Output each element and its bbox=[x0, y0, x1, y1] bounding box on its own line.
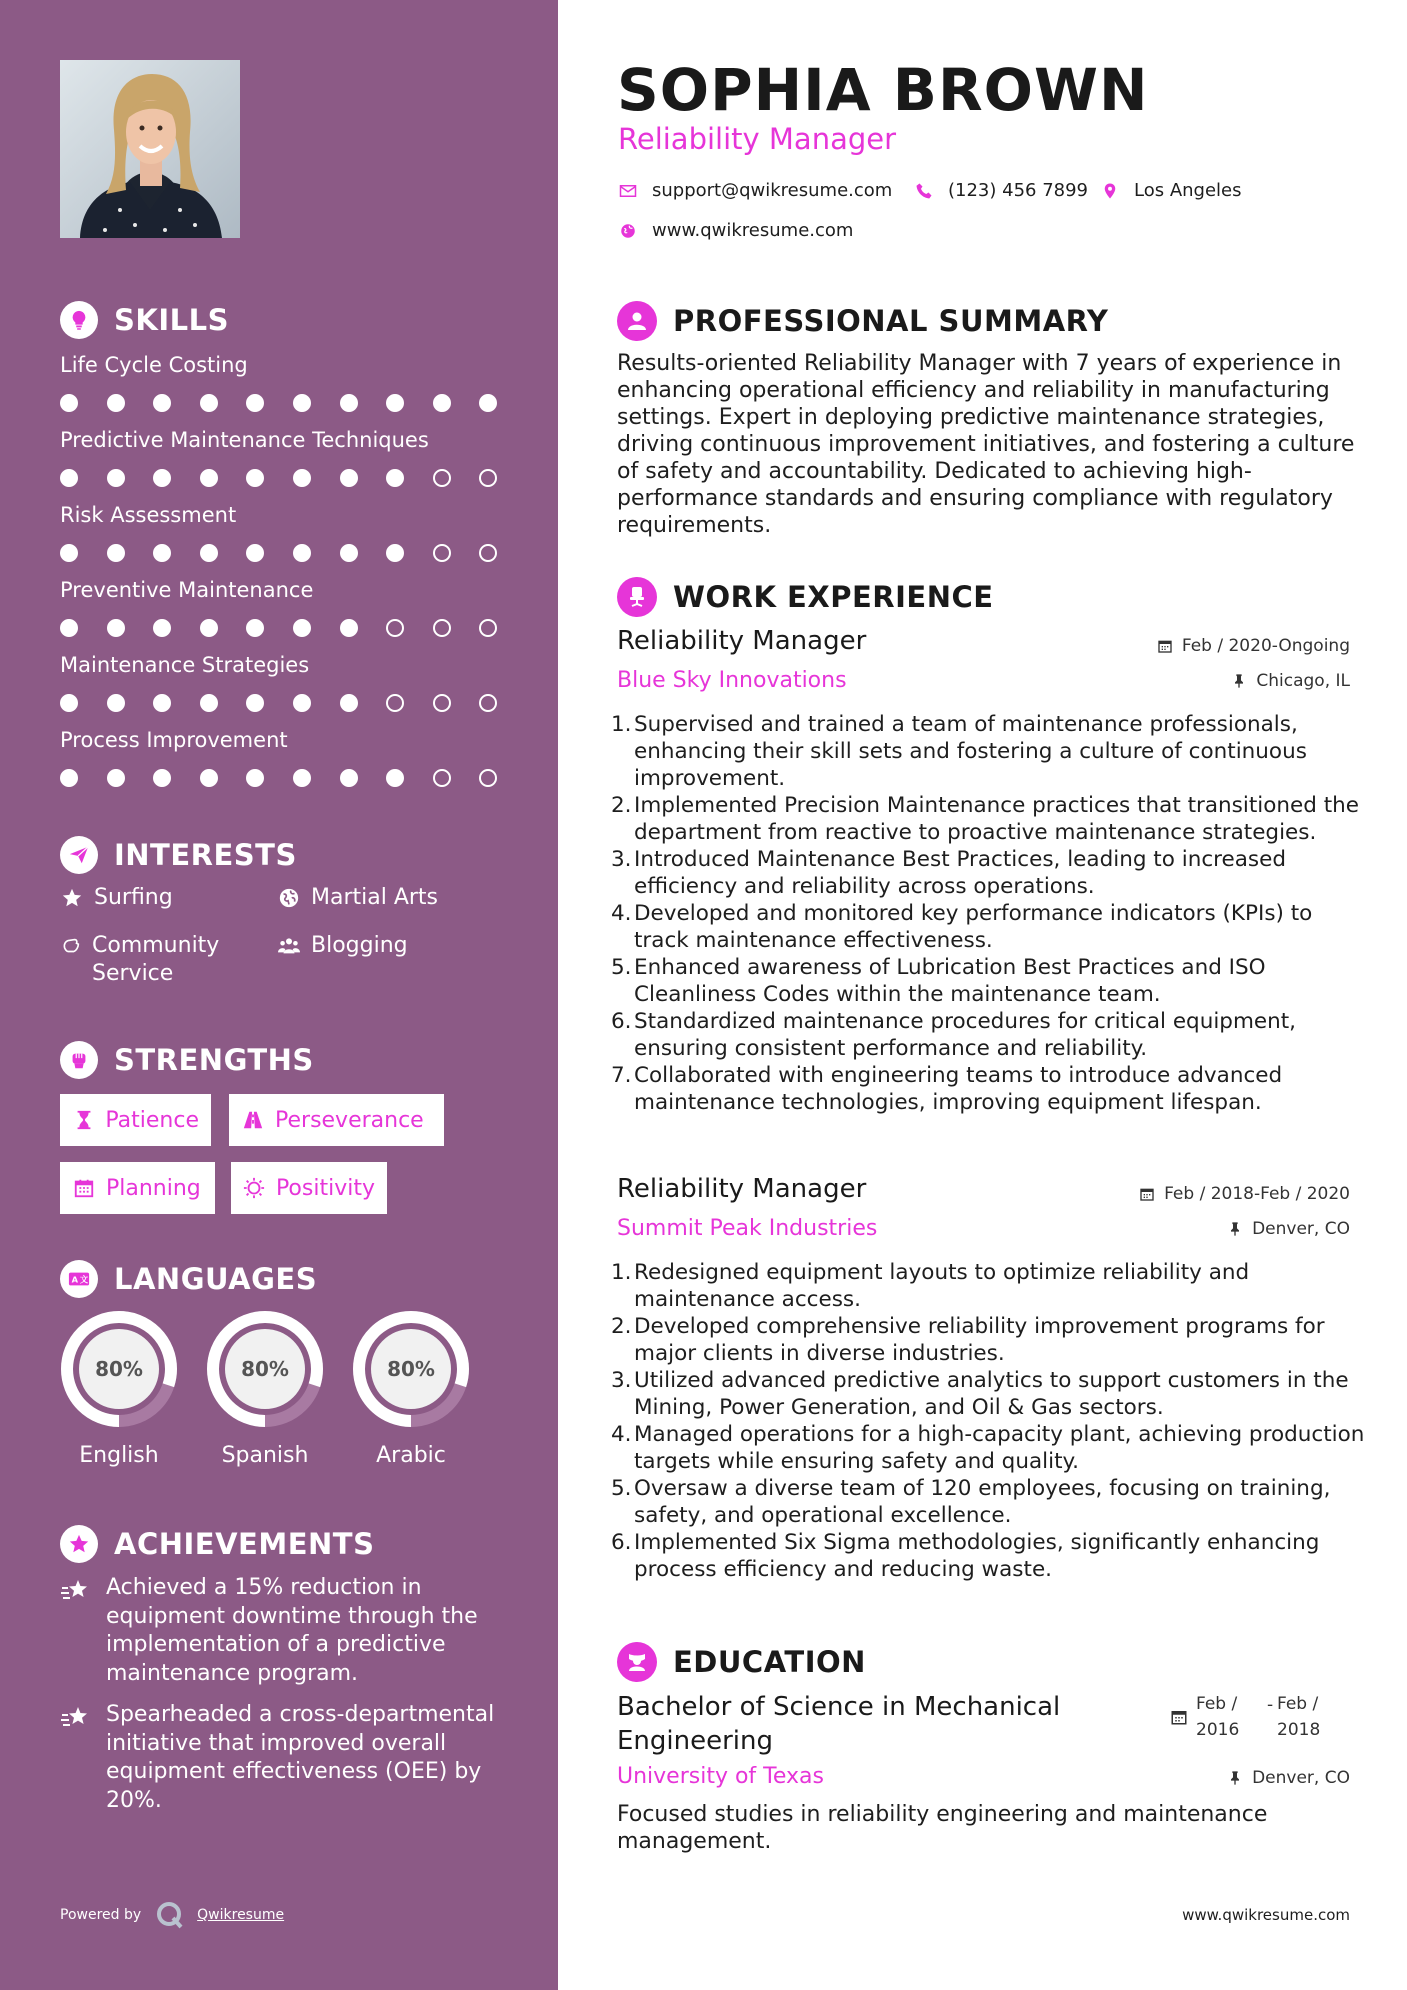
rating-dot-filled bbox=[200, 769, 218, 787]
rating-dot-empty bbox=[479, 469, 497, 487]
user-icon bbox=[617, 301, 657, 341]
rating-dot-filled bbox=[246, 769, 264, 787]
rating-dot-filled bbox=[386, 769, 404, 787]
rating-dot-filled bbox=[293, 469, 311, 487]
job-bullet: 6. Implemented Six Sigma methodologies, significantly enhancing process efficiency and reducing waste. bbox=[611, 1530, 1320, 1582]
skill-name: Process Improvement bbox=[60, 728, 288, 752]
rating-dot-filled bbox=[60, 769, 78, 787]
globe-icon bbox=[277, 884, 301, 912]
hourglass-icon bbox=[72, 1108, 95, 1132]
skills-heading bbox=[60, 300, 229, 340]
interest-blogging: Blogging bbox=[277, 932, 408, 960]
strength-positivity: Positivity bbox=[231, 1162, 387, 1214]
rating-dot-filled bbox=[293, 694, 311, 712]
envelope-icon bbox=[618, 181, 638, 201]
rating-dot-empty bbox=[433, 544, 451, 562]
strengths-title: STRENGTHS bbox=[114, 1043, 314, 1077]
achievement-item: Achieved a 15% reduction in equipment downtime through the implementation of a predictive maintenance program. bbox=[60, 1574, 500, 1688]
language-percent: 80% bbox=[241, 1357, 289, 1381]
sun-icon bbox=[243, 1176, 266, 1200]
lightbulb-icon bbox=[60, 301, 98, 339]
rating-dot-filled bbox=[479, 394, 497, 412]
rating-dot-filled bbox=[340, 469, 358, 487]
achievements-heading bbox=[60, 1524, 374, 1564]
rating-dot-filled bbox=[200, 469, 218, 487]
interest-community-service: Community Service bbox=[60, 932, 260, 988]
education-degree: Bachelor of Science in Mechanical Engineering bbox=[617, 1692, 1061, 1756]
achievement-item: Spearheaded a cross-departmental initiative that improved overall equipment effectiveness (OEE) by 20%. bbox=[60, 1701, 500, 1815]
svg-text:A: A bbox=[71, 1274, 79, 1285]
qwikresume-logo-icon bbox=[155, 1900, 185, 1930]
summary-heading: PROFESSIONAL SUMMARY bbox=[617, 299, 1108, 343]
fist-icon bbox=[60, 1041, 98, 1079]
rating-dot-filled bbox=[386, 469, 404, 487]
skill-name: Preventive Maintenance bbox=[60, 578, 314, 602]
interests-title: INTERESTS bbox=[114, 838, 297, 872]
skill-rating bbox=[60, 467, 520, 491]
skill-rating bbox=[60, 542, 520, 566]
pushpin-icon bbox=[1226, 1220, 1244, 1238]
pushpin-icon bbox=[1230, 672, 1248, 690]
rating-dot-filled bbox=[107, 469, 125, 487]
skill-name: Predictive Maintenance Techniques bbox=[60, 428, 429, 452]
svg-text:文: 文 bbox=[79, 1274, 89, 1285]
skill-item bbox=[60, 650, 520, 716]
skill-rating bbox=[60, 392, 520, 416]
language-percent: 80% bbox=[95, 1357, 143, 1381]
rating-dot-filled bbox=[246, 694, 264, 712]
rating-dot-filled bbox=[246, 619, 264, 637]
powered-by: Powered by Qwikresume bbox=[60, 1900, 284, 1930]
job-title: Reliability Manager bbox=[617, 626, 867, 656]
candidate-role: Reliability Manager bbox=[618, 122, 897, 156]
rating-dot-filled bbox=[153, 769, 171, 787]
calendar-icon bbox=[1170, 1708, 1188, 1726]
rating-dot-filled bbox=[60, 394, 78, 412]
education-date-start: Feb / 2016 bbox=[1196, 1694, 1240, 1740]
shooting-star-icon bbox=[60, 1703, 90, 1733]
job-company: Summit Peak Industries bbox=[617, 1216, 878, 1241]
rating-dot-filled bbox=[107, 619, 125, 637]
skill-item bbox=[60, 725, 520, 791]
shooting-star-icon bbox=[60, 1576, 90, 1606]
rating-dot-filled bbox=[200, 394, 218, 412]
rating-dot-empty bbox=[386, 694, 404, 712]
rating-dot-filled bbox=[340, 694, 358, 712]
rating-dot-filled bbox=[200, 544, 218, 562]
map-pin-icon bbox=[1100, 181, 1120, 201]
paper-plane-icon bbox=[60, 836, 98, 874]
job-bullets bbox=[611, 711, 1367, 1116]
interest-surfing: Surfing bbox=[60, 884, 173, 912]
rating-dot-filled bbox=[200, 694, 218, 712]
languages-title: LANGUAGES bbox=[114, 1262, 318, 1296]
skill-item bbox=[60, 575, 520, 641]
rating-dot-filled bbox=[153, 619, 171, 637]
language-name: English bbox=[79, 1443, 159, 1468]
rating-dot-filled bbox=[340, 394, 358, 412]
language-icon bbox=[60, 1260, 98, 1298]
skill-item bbox=[60, 350, 520, 416]
job-bullet: 4. Managed operations for a high-capacity plant, achieving production targets while ensuring safety and quality. bbox=[611, 1422, 1365, 1474]
rating-dot-filled bbox=[200, 619, 218, 637]
rating-dot-empty bbox=[433, 619, 451, 637]
job-bullet: 2. Developed comprehensive reliability improvement programs for major clients in diverse industries. bbox=[611, 1314, 1325, 1366]
qwikresume-link[interactable]: Qwikresume bbox=[197, 1907, 285, 1923]
job-location: Chicago, IL bbox=[1230, 671, 1350, 691]
calendar-icon bbox=[1138, 1185, 1156, 1203]
rating-dot-empty bbox=[433, 469, 451, 487]
star-badge-icon bbox=[60, 1525, 98, 1563]
sidebar bbox=[0, 0, 558, 1990]
rating-dot-filled bbox=[293, 544, 311, 562]
rating-dot-filled bbox=[340, 619, 358, 637]
education-description: Focused studies in reliability engineering and maintenance management. bbox=[617, 1802, 1268, 1854]
skills-title: SKILLS bbox=[114, 303, 229, 337]
rating-dot-empty bbox=[479, 544, 497, 562]
strength-perseverance: Perseverance bbox=[229, 1094, 444, 1146]
rating-dot-empty bbox=[433, 694, 451, 712]
rating-dot-filled bbox=[246, 469, 264, 487]
footer-website[interactable]: www.qwikresume.com bbox=[1182, 1906, 1350, 1924]
rating-dot-filled bbox=[153, 469, 171, 487]
calendar-icon bbox=[1156, 637, 1174, 655]
skill-name: Life Cycle Costing bbox=[60, 353, 248, 377]
job-bullet: 7. Collaborated with engineering teams to introduce advanced maintenance technologies, improving equipment lifespan. bbox=[611, 1063, 1283, 1115]
rating-dot-filled bbox=[107, 544, 125, 562]
rating-dot-filled bbox=[293, 769, 311, 787]
language-name: Arabic bbox=[376, 1443, 446, 1468]
globe-icon bbox=[618, 221, 638, 241]
job-date: Feb / 2020-Ongoing bbox=[1156, 636, 1350, 656]
language-percent: 80% bbox=[387, 1357, 435, 1381]
skill-item bbox=[60, 500, 520, 566]
job-title: Reliability Manager bbox=[617, 1174, 867, 1204]
work-heading: WORK EXPERIENCE bbox=[617, 575, 994, 619]
strengths-heading bbox=[60, 1040, 314, 1080]
achievements-title: ACHIEVEMENTS bbox=[114, 1527, 375, 1561]
education-location: Denver, CO bbox=[1226, 1768, 1350, 1788]
skill-rating bbox=[60, 692, 520, 716]
education-date-separator: - bbox=[1267, 1695, 1274, 1715]
rating-dot-filled bbox=[386, 544, 404, 562]
education-heading: EDUCATION bbox=[617, 1640, 866, 1684]
education-date-end: Feb / 2018 bbox=[1277, 1694, 1321, 1740]
job-location: Denver, CO bbox=[1226, 1219, 1350, 1239]
strength-planning: Planning bbox=[60, 1162, 215, 1214]
skill-rating bbox=[60, 767, 520, 791]
rating-dot-empty bbox=[479, 619, 497, 637]
contact-email[interactable]: support@qwikresume.com bbox=[618, 180, 892, 201]
rating-dot-filled bbox=[153, 394, 171, 412]
strength-patience: Patience bbox=[60, 1094, 211, 1146]
rating-dot-filled bbox=[60, 694, 78, 712]
candidate-name: SOPHIA BROWN bbox=[617, 56, 1149, 124]
job-bullet: 4. Developed and monitored key performance indicators (KPIs) to track maintenance effectiveness. bbox=[611, 901, 1313, 953]
language-name: Spanish bbox=[221, 1443, 309, 1468]
rating-dot-filled bbox=[153, 544, 171, 562]
contact-phone[interactable]: (123) 456 7899 bbox=[914, 180, 1088, 201]
office-chair-icon bbox=[617, 577, 657, 617]
rating-dot-empty bbox=[479, 694, 497, 712]
calendar-icon bbox=[72, 1176, 96, 1200]
contact-website[interactable]: www.qwikresume.com bbox=[618, 220, 853, 241]
skill-rating bbox=[60, 617, 520, 641]
job-bullet: 3. Introduced Maintenance Best Practices, leading to increased efficiency and reliability across operations. bbox=[611, 847, 1286, 899]
education-school: University of Texas bbox=[617, 1764, 824, 1789]
job-bullets bbox=[611, 1259, 1367, 1583]
rating-dot-empty bbox=[479, 769, 497, 787]
rating-dot-filled bbox=[433, 394, 451, 412]
hand-icon bbox=[60, 932, 82, 960]
star-icon bbox=[60, 884, 84, 912]
interests-heading bbox=[60, 835, 297, 875]
skill-item bbox=[60, 425, 520, 491]
job-bullet: 6. Standardized maintenance procedures for critical equipment, ensuring consistent performance and reliability. bbox=[611, 1009, 1297, 1061]
job-company: Blue Sky Innovations bbox=[617, 668, 847, 693]
graduate-icon bbox=[617, 1642, 657, 1682]
rating-dot-filled bbox=[107, 694, 125, 712]
road-icon bbox=[241, 1108, 265, 1132]
rating-dot-filled bbox=[293, 619, 311, 637]
rating-dot-filled bbox=[246, 394, 264, 412]
profile-photo bbox=[60, 60, 240, 238]
rating-dot-filled bbox=[246, 544, 264, 562]
rating-dot-filled bbox=[153, 694, 171, 712]
rating-dot-filled bbox=[386, 394, 404, 412]
rating-dot-filled bbox=[60, 544, 78, 562]
people-icon bbox=[277, 932, 301, 960]
rating-dot-filled bbox=[293, 394, 311, 412]
interest-martial-arts: Martial Arts bbox=[277, 884, 438, 912]
skill-name: Maintenance Strategies bbox=[60, 653, 310, 677]
rating-dot-filled bbox=[107, 769, 125, 787]
rating-dot-filled bbox=[60, 469, 78, 487]
contact-location: Los Angeles bbox=[1100, 180, 1242, 201]
rating-dot-filled bbox=[60, 619, 78, 637]
rating-dot-empty bbox=[386, 619, 404, 637]
phone-icon bbox=[914, 181, 934, 201]
job-bullet: 2. Implemented Precision Maintenance practices that transitioned the department from reactive to proactive maintenance strategies. bbox=[611, 793, 1360, 845]
pushpin-icon bbox=[1226, 1769, 1244, 1787]
rating-dot-empty bbox=[433, 769, 451, 787]
job-bullet: 5. Enhanced awareness of Lubrication Best Practices and ISO Cleanliness Codes within the maintenance team. bbox=[611, 955, 1266, 1007]
summary-text: Results-oriented Reliability Manager with 7 years of experience in enhancing operational efficiency and reliability in manufacturing settings. Expert in deploying predictive maintenance strategies, driving continuous improvement initiatives, and fostering a culture of safety and accountability. Dedicated to achieving high-performance standards and ensuring compliance with regulatory requirements. bbox=[617, 351, 1355, 538]
languages-heading bbox=[60, 1259, 317, 1299]
job-date: Feb / 2018-Feb / 2020 bbox=[1138, 1184, 1350, 1204]
job-bullet: 1. Supervised and trained a team of maintenance professionals, enhancing their skill sets and fostering a culture of continuous improvement. bbox=[611, 712, 1307, 791]
rating-dot-filled bbox=[340, 769, 358, 787]
job-bullet: 5. Oversaw a diverse team of 120 employees, focusing on training, safety, and operational excellence. bbox=[611, 1476, 1331, 1528]
skill-name: Risk Assessment bbox=[60, 503, 237, 527]
rating-dot-filled bbox=[340, 544, 358, 562]
rating-dot-filled bbox=[107, 394, 125, 412]
main-content bbox=[558, 0, 1407, 1990]
job-bullet: 3. Utilized advanced predictive analytics to support customers in the Mining, Power Generation, and Oil & Gas sectors. bbox=[611, 1368, 1349, 1420]
job-bullet: 1. Redesigned equipment layouts to optimize reliability and maintenance access. bbox=[611, 1260, 1250, 1312]
